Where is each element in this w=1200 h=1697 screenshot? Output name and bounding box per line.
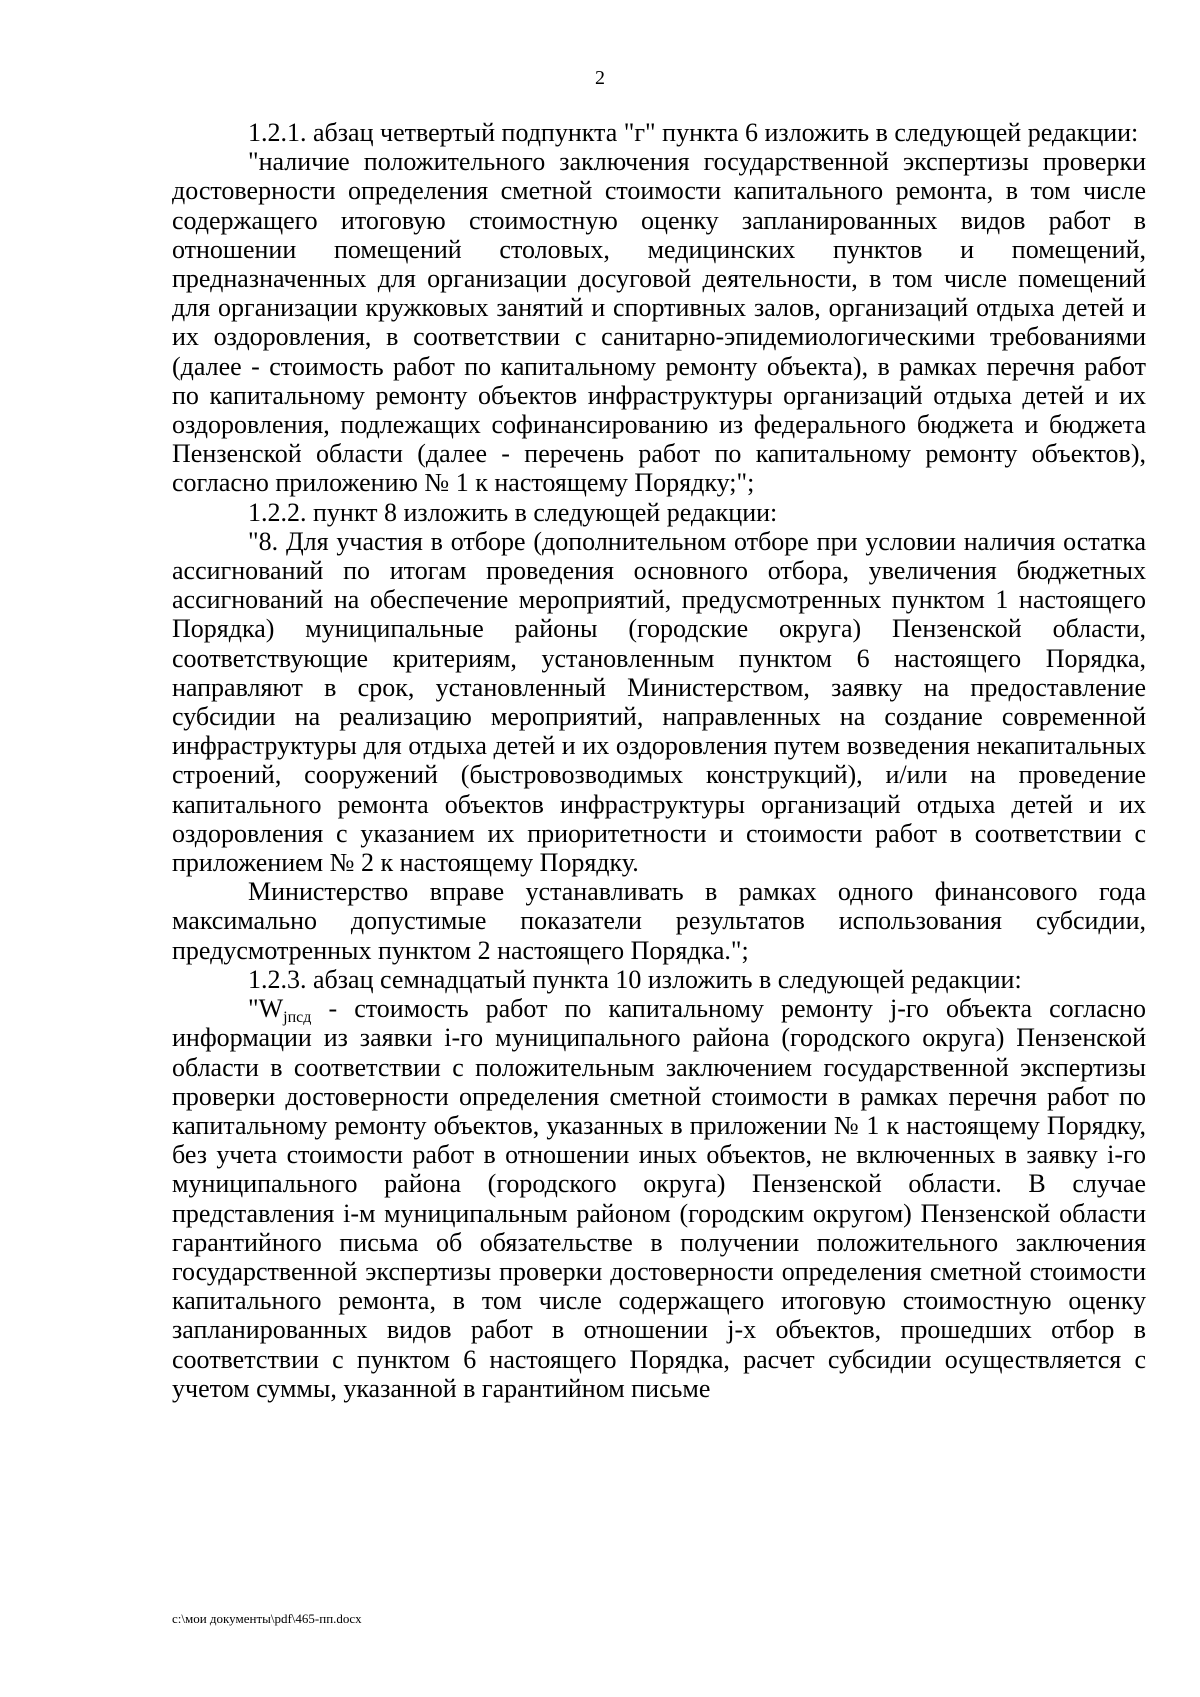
paragraph-1-2-2: 1.2.2. пункт 8 изложить в следующей редакции: (248, 497, 778, 527)
formula-definition: - стоимость работ по капитальному ремонту j-го объекта согласно информации из заявки i-го муниципального района (городского округа) Пензенской области в соответствии с положительным заключением государственной экспертизы проверки достоверности определения сметной стоимости в рамках перечня работ по капитальному ремонту объектов, указанных в приложении № 1 к настоящему Порядку, без учета стоимости работ в отношении иных объектов, не включенных в заявку i-го муниципального района (городского округа) Пензенской области. В случае представления i-м муниципальным районом (городским округом) Пензенской области гарантийного письма об обязательстве в получении положительного заключения государственной экспертизы проверки достоверности определения сметной стоимости капитального ремонта, в том числе содержащего итоговую стоимостную оценку запланированных видов работ в отношении j-х объектов, прошедших отбор в соответствии с пунктом 6 настоящего Порядка, расчет субсидии осуществляется с учетом суммы, указанной в гарантийном письме (172, 994, 1146, 1403)
quoted-paragraph-formula (172, 994, 1146, 1403)
quoted-paragraph-expertise: "наличие положительного заключения государственной экспертизы проверки достоверности определения сметной стоимости капитального ремонта, в том числе содержащего итоговую стоимостную оценку запланированных видов работ в отношении помещений столовых, медицинских пунктов и помещений, предназначенных для организации досуговой деятельности, в том числе помещений для организации кружковых занятий и спортивных залов, организаций отдыха детей и их оздоровления, в соответствии с санитарно-эпидемиологическими требованиями (далее - стоимость работ по капитальному ремонту объекта), в рамках перечня работ по капитальному ремонту объектов инфраструктуры организаций отдыха детей и их оздоровления, подлежащих софинансированию из федерального бюджета и бюджета Пензенской области (далее - перечень работ по капитальному ремонту объектов), согласно приложению № 1 к настоящему Порядку;"; (172, 147, 1146, 498)
formula-subscript: jпсд (283, 1009, 312, 1027)
page-number: 2 (595, 67, 605, 89)
formula-symbol: "W (248, 994, 284, 1024)
document-body (172, 118, 1146, 1403)
footer-file-path: c:\мои документы\pdf\465-пп.docx (172, 1611, 362, 1626)
paragraph-1-2-3: 1.2.3. абзац семнадцатый пункта 10 изложить в следующей редакции: (248, 964, 1022, 994)
paragraph-ministry: Министерство вправе устанавливать в рамках одного финансового года максимально допустимые показатели результатов использования субсидии, предусмотренных пунктом 2 настоящего Порядка."; (172, 877, 1146, 965)
quoted-paragraph-point-8: "8. Для участия в отборе (дополнительном отборе при условии наличия остатка ассигнований по итогам проведения основного отбора, увеличения бюджетных ассигнований на обеспечение мероприятий, предусмотренных пунктом 1 настоящего Порядка) муниципальные районы (городские округа) Пензенской области, соответствующие критериям, установленным пунктом 6 настоящего Порядка, направляют в срок, установленный Министерством, заявку на предоставление субсидии на реализацию мероприятий, направленных на создание современной инфраструктуры для отдыха детей и их оздоровления путем возведения некапитальных строений, сооружений (быстровозводимых конструкций), и/или на проведение капитального ремонта объектов инфраструктуры организаций отдыха детей и их оздоровления с указанием их приоритетности и стоимости работ в соответствии с приложением № 2 к настоящему Порядку. (172, 526, 1146, 878)
paragraph-1-2-1: 1.2.1. абзац четвертый подпункта "г" пункта 6 изложить в следующей редакции: (248, 118, 1139, 147)
